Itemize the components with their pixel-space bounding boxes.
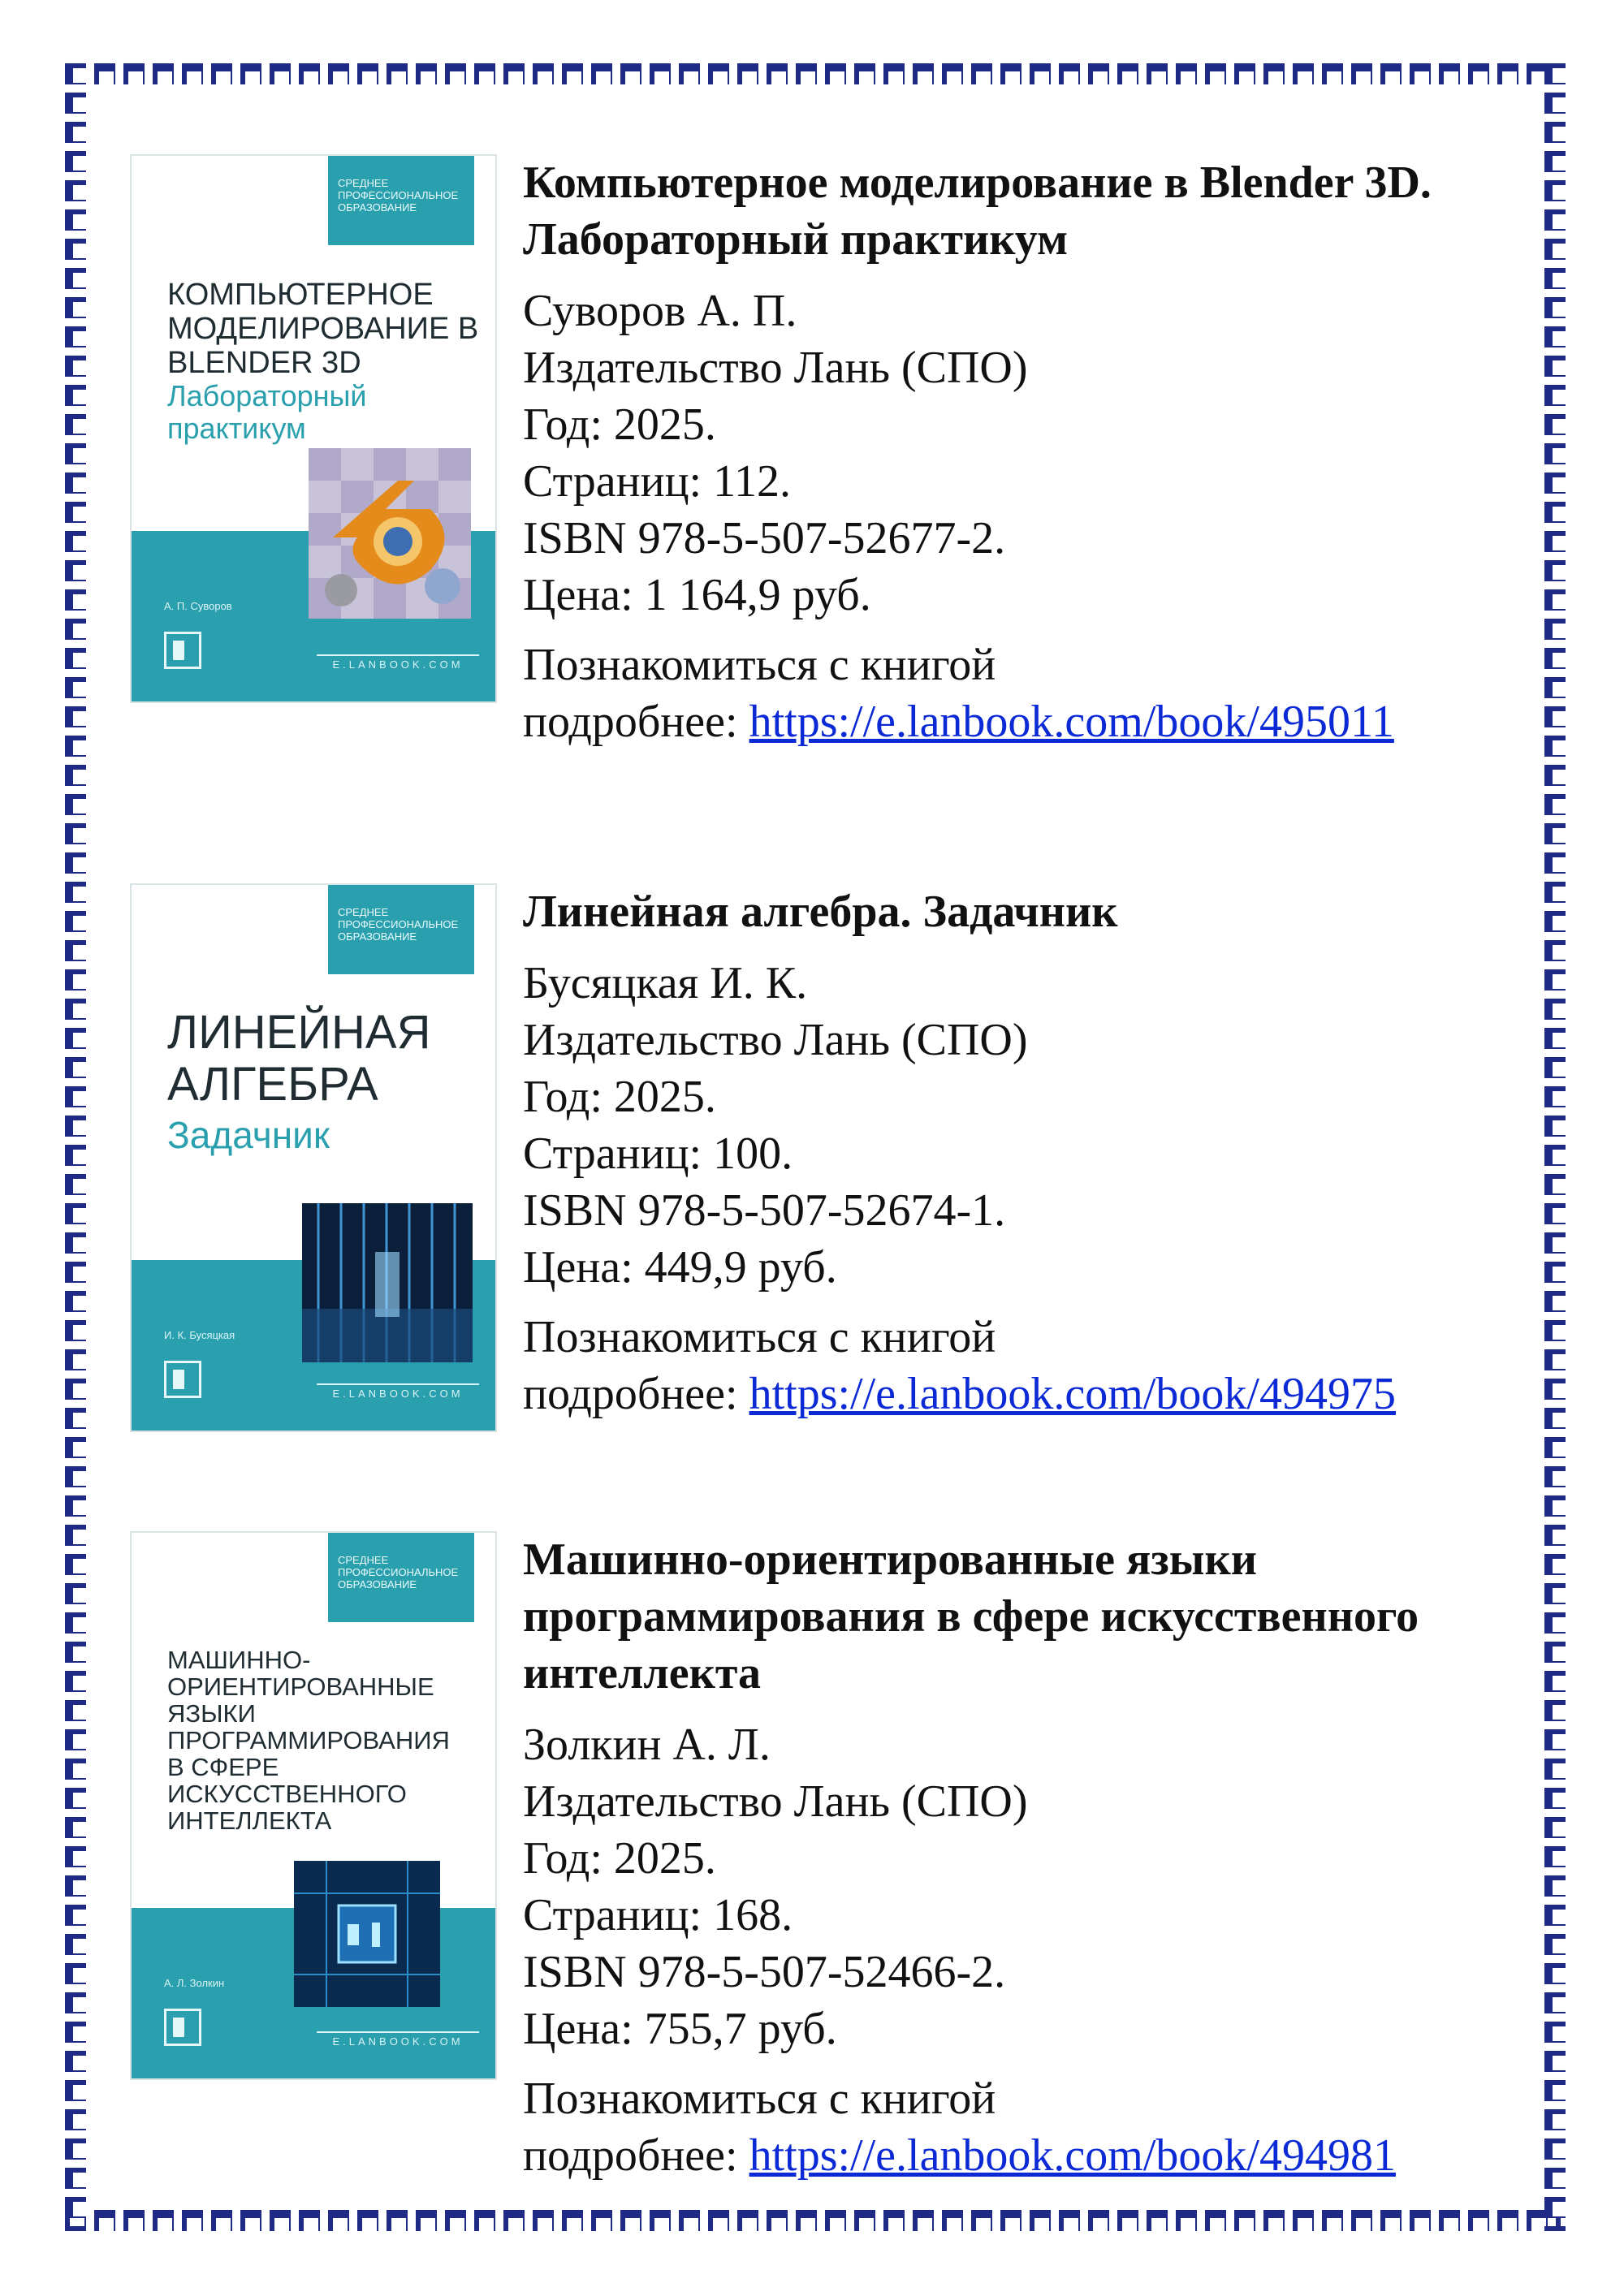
frame-top-border (65, 63, 1566, 84)
cover-badge: СРЕДНЕЕ ПРОФЕССИОНАЛЬНОЕ ОБРАЗОВАНИЕ (328, 156, 474, 245)
cover-site: E.LANBOOK.COM (317, 654, 479, 674)
ai-chip-illustration (294, 1861, 440, 2007)
publisher-logo-icon (164, 632, 201, 669)
cover-author: А. Л. Золкин (164, 1977, 225, 1989)
book-link[interactable]: https://e.lanbook.com/book/495011 (749, 697, 1394, 747)
book-isbn: ISBN 978-5-507-52674-1. (523, 1185, 1006, 1236)
book-isbn: ISBN 978-5-507-52677-2. (523, 513, 1006, 563)
book-link[interactable]: https://e.lanbook.com/book/494981 (749, 2130, 1396, 2181)
book-title: Линейная алгебра. Задачник (523, 887, 1118, 937)
book-price: Цена: 1 164,9 руб. (523, 570, 871, 620)
book-cover-image (130, 154, 497, 703)
book-author: Бусяцкая И. К. (523, 958, 808, 1008)
book-info (523, 154, 1514, 750)
book-more-label: Познакомиться с книгой (523, 1312, 996, 1362)
book-link[interactable]: https://e.lanbook.com/book/494975 (749, 1369, 1396, 1419)
link-prefix: подробнее: (523, 2130, 738, 2181)
book-price: Цена: 755,7 руб. (523, 2004, 837, 2054)
book-pages: Страниц: 168. (523, 1890, 793, 1940)
frame-left-border (65, 63, 86, 2231)
book-isbn: ISBN 978-5-507-52466-2. (523, 1947, 1006, 1997)
cover-site: E.LANBOOK.COM (317, 2031, 479, 2051)
book-year: Год: 2025. (523, 399, 716, 450)
cover-subtitle: Задачник (167, 1114, 330, 1156)
cover-author: А. П. Суворов (164, 600, 232, 612)
cover-badge: СРЕДНЕЕ ПРОФЕССИОНАЛЬНОЕ ОБРАЗОВАНИЕ (328, 1533, 474, 1622)
book-author: Золкин А. Л. (523, 1720, 771, 1770)
cover-title: КОМПЬЮТЕРНОЕ МОДЕЛИРОВАНИЕ В BLENDER 3D Лабораторный практикум (167, 278, 484, 445)
frame-right-border (1544, 63, 1566, 2231)
publisher-logo-icon (164, 1361, 201, 1398)
book-pages: Страниц: 112. (523, 456, 792, 507)
cover-title: МАШИННО-ОРИЕНТИРОВАННЫЕ ЯЗЫКИ ПРОГРАММИРОВАНИЯ В СФЕРЕ ИСКУССТВЕННОГО ИНТЕЛЛЕКТА (167, 1646, 450, 1835)
cover-site: E.LANBOOK.COM (317, 1383, 479, 1403)
cover-badge: СРЕДНЕЕ ПРОФЕССИОНАЛЬНОЕ ОБРАЗОВАНИЕ (328, 885, 474, 974)
book-year: Год: 2025. (523, 1833, 716, 1884)
link-prefix: подробнее: (523, 697, 738, 747)
book-price: Цена: 449,9 руб. (523, 1242, 837, 1293)
book-publisher: Издательство Лань (СПО) (523, 343, 1028, 393)
book-link-line (523, 693, 1514, 750)
book-info (523, 883, 1514, 1422)
book-publisher: Издательство Лань (СПО) (523, 1776, 1028, 1827)
book-more-label: Познакомиться с книгой (523, 640, 996, 690)
book-pages: Страниц: 100. (523, 1129, 793, 1179)
blender-logo-illustration (309, 448, 471, 619)
frame-bottom-border (65, 2210, 1566, 2231)
book-title: Машинно-ориентированные языки программирования в сфере искусственного интеллекта (523, 1534, 1419, 1698)
abstract-lines-illustration (302, 1203, 473, 1362)
book-author: Суворов А. П. (523, 286, 797, 336)
publisher-logo-icon (164, 2009, 201, 2046)
book-more-label: Познакомиться с книгой (523, 2074, 996, 2124)
book-cover-image (130, 883, 497, 1432)
cover-author: И. К. Бусяцкая (164, 1329, 235, 1341)
book-title: Компьютерное моделирование в Blender 3D. Лабораторный практикум (523, 158, 1432, 265)
cover-subtitle: Лабораторный практикум (167, 379, 367, 445)
book-year: Год: 2025. (523, 1072, 716, 1122)
book-link-line (523, 1366, 1514, 1422)
book-link-line (523, 2127, 1514, 2184)
book-info (523, 1531, 1514, 2184)
book-cover-image (130, 1531, 497, 2080)
link-prefix: подробнее: (523, 1369, 738, 1419)
cover-title: ЛИНЕЙНАЯ АЛГЕБРА Задачник (167, 1007, 484, 1159)
book-publisher: Издательство Лань (СПО) (523, 1015, 1028, 1065)
